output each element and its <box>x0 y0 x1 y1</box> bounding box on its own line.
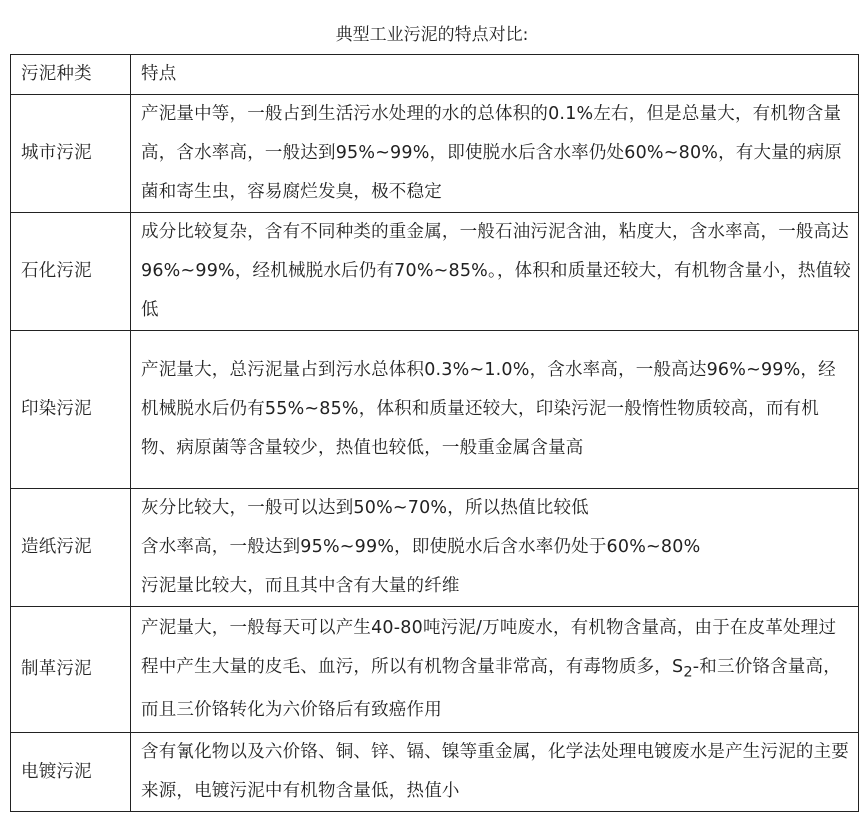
sludge-type-cell: 城市污泥 <box>11 95 131 213</box>
characteristic-line: 污泥量比较大，而且其中含有大量的纤维 <box>141 576 460 596</box>
table-row <box>11 489 859 607</box>
sludge-type-cell: 石化污泥 <box>11 213 131 331</box>
characteristics-cell: 含有氰化物以及六价铬、铜、锌、镉、镍等重金属，化学法处理电镀废水是产生污泥的主要来源，电镀污泥中有机物含量低，热值小 <box>131 733 859 812</box>
sludge-type-cell: 印染污泥 <box>11 331 131 489</box>
table-caption: 典型工业污泥的特点对比: <box>335 25 529 45</box>
characteristics-cell <box>131 489 859 607</box>
header-characteristics: 特点 <box>131 55 859 95</box>
table-row <box>11 95 859 213</box>
characteristics-cell <box>131 607 859 733</box>
characteristics-cell: 产泥量大，总污泥量占到污水总体积0.3%~1.0%，含水率高，一般高达96%~99%，经机械脱水后仍有55%~85%，体积和质量还较大，印染污泥一般惰性物质较高，而有机物、病原菌等含量较少，热值也较低，一般重金属含量高 <box>131 331 859 489</box>
sludge-type-cell: 造纸污泥 <box>11 489 131 607</box>
characteristics-cell: 成分比较复杂，含有不同种类的重金属，一般石油污泥含油，粘度大，含水率高，一般高达96%~99%，经机械脱水后仍有70%~85%。，体积和质量还较大，有机物含量小，热值较低 <box>131 213 859 331</box>
table-row <box>11 607 859 733</box>
characteristic-text: 产泥量大，一般每天可以产生40-80吨污泥/万吨废水，有机物含量高，由于在皮革处理过程中产生大量的皮毛、血污，所以有机物含量非常高，有毒物质多，S <box>141 617 837 677</box>
table-header-row <box>11 55 859 95</box>
table-row <box>11 733 859 812</box>
characteristic-line: 灰分比较大，一般可以达到50%~70%，所以热值比较低 <box>141 498 589 518</box>
characteristic-text: -和三价铬含量高，而且三价铬转化为六价铬后有致癌作用 <box>141 656 841 721</box>
subscript-2: 2 <box>683 663 693 681</box>
sludge-type-cell: 制革污泥 <box>11 607 131 733</box>
characteristic-line: 含水率高，一般达到95%~99%，即使脱水后含水率仍处于60%~80% <box>141 537 701 557</box>
table-row <box>11 331 859 489</box>
sludge-comparison-table <box>10 54 859 812</box>
table-row <box>11 213 859 331</box>
header-sludge-type: 污泥种类 <box>11 55 131 95</box>
sludge-type-cell: 电镀污泥 <box>11 733 131 812</box>
characteristics-cell: 产泥量中等，一般占到生活污水处理的水的总体积的0.1%左右，但是总量大，有机物含量高，含水率高，一般达到95%~99%，即使脱水后含水率仍处60%~80%，有大量的病原菌和寄生虫，容易腐烂发臭，极不稳定 <box>131 95 859 213</box>
